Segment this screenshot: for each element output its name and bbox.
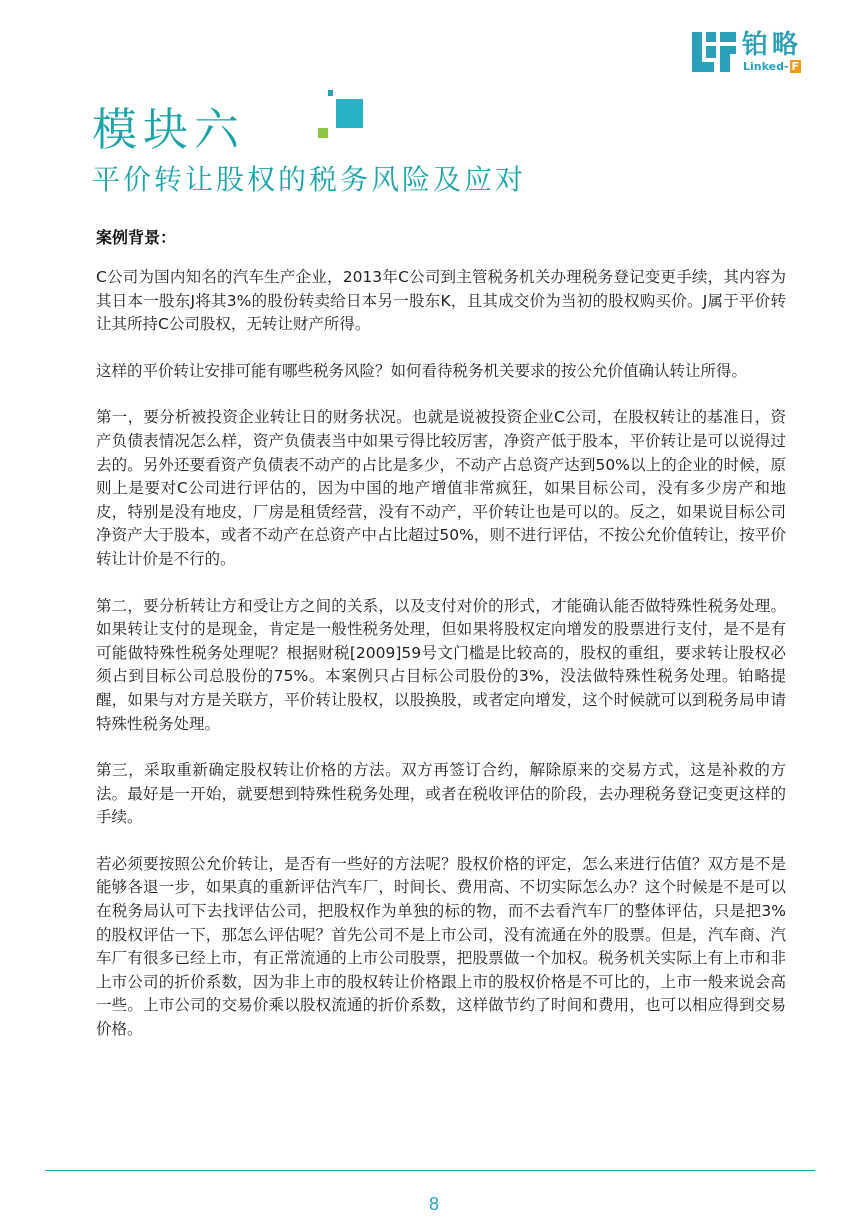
logo-english-prefix: Linked- [743,60,789,73]
module-title: 模块六 [92,103,246,156]
logo-chinese-name: 铂略 [742,30,803,60]
linked-f-logo-icon [692,32,736,72]
footer-divider [45,1170,815,1171]
paragraph-case-intro: C公司为国内知名的汽车生产企业，2013年C公司到主管税务机关办理税务登记变更手续，其内容为其日本一股东J将其3%的股份转卖给日本另一股东K，且其成交价为当初的股权购买价。J属于平价转让其所持C公司股权，无转让财产所得。 [96,268,786,334]
page-number: 8 [428,1194,439,1214]
case-background-label: 案例背景： [96,228,177,247]
square-blocks-icon [318,90,368,142]
paragraph-fair-value: 若必须要按照公允价转让，是否有一些好的方法呢？股权价格的评定，怎么来进行估值？双方是不是能够各退一步，如果真的重新评估汽车厂，时间长、费用高、不切实际怎么办？这个时候是不是可以在税务局认可下去找评估公司，把股权作为单独的标的物，而不去看汽车厂的整体评估，只是把3%的股权评估一下，那怎么评估呢？首先公司不是上市公司，没有流通在外的股票。但是，汽车商、汽车厂有很多已经上市，有正常流通的上市公司股票，把股票做一个加权。税务机关实际上有上市和非上市公司的折价系数，因为非上市的股权转让价格跟上市的股权价格是不可比的，上市一般来说会高一些。上市公司的交易价乘以股权流通的折价系数，这样做节约了时间和费用，也可以相应得到交易价格。 [96,854,786,1039]
article-body [96,226,786,1065]
logo-english-name [743,60,801,73]
logo-english-suffix: F [791,60,800,73]
paragraph-third-point: 第三，采取重新确定股权转让价格的方法。双方再签订合约，解除原来的交易方式，这是补救的方法。最好是一开始，就要想到特殊性税务处理，或者在税收评估的阶段，去办理税务登记变更这样的手续。 [96,761,786,827]
paragraph-second-point: 第二，要分析转让方和受让方之间的关系，以及支付对价的形式，才能确认能否做特殊性税务处理。如果转让支付的是现金，肯定是一般性税务处理，但如果将股权定向增发的股票进行支付，是不是有可能做特殊性税务处理呢？根据财税[2009]59号文门槛是比较高的，股权的重组，要求转让股权必须占到目标公司总股份的75%。本案例只占目标公司股份的3%，没法做特殊性税务处理。铂略提醒，如果与对方是关联方，平价转让股权，以股换股，或者定向增发，这个时候就可以到税务局申请特殊性税务处理。 [96,596,786,733]
brand-logo [692,30,817,74]
paragraph-question: 这样的平价转让安排可能有哪些税务风险？如何看待税务机关要求的按公允价值确认转让所得。 [96,361,748,380]
paragraph-first-point: 第一，要分析被投资企业转让日的财务状况。也就是说被投资企业C公司，在股权转让的基准日，资产负债表情况怎么样，资产负债表当中如果亏得比较厉害，净资产低于股本，平价转让是可以说得过去的。另外还要看资产负债表不动产的占比是多少，不动产占总资产达到50%以上的企业的时候，原则上是要对C公司进行评估的，因为中国的地产增值非常疯狂，如果目标公司，没有多少房产和地皮，特别是没有地皮，厂房是租赁经营，没有不动产，平价转让也是可以的。反之，如果说目标公司净资产大于股本，或者不动产在总资产中占比超过50%，则不进行评估，不按公允价值转让，按平价转让计价是不行的。 [96,408,786,568]
module-subtitle: 平价转让股权的税务风险及应对 [92,163,527,196]
